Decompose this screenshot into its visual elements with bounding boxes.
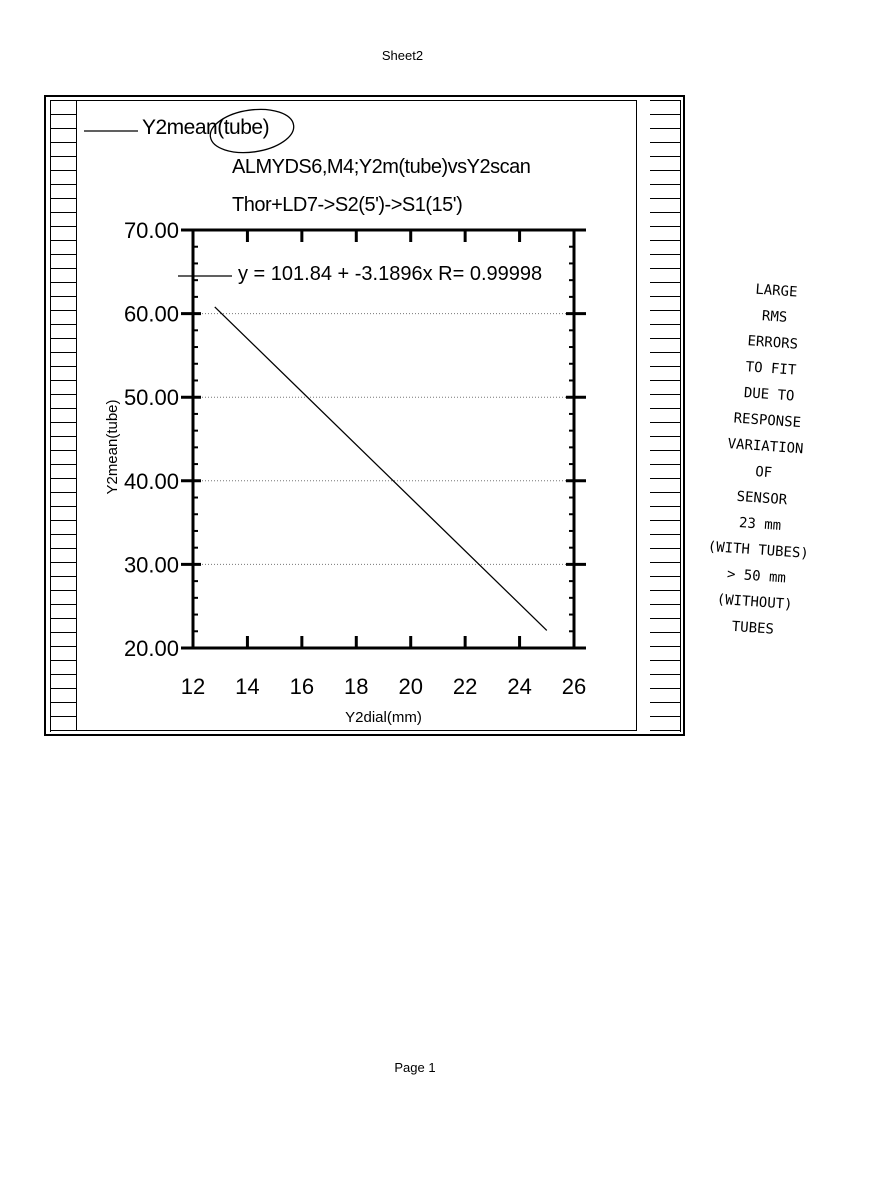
page-footer: Page 1 bbox=[394, 1060, 436, 1075]
chart-title-line-1: ALMYDS6,M4;Y2m(tube)vsY2scan bbox=[232, 156, 531, 178]
note-line: TO FIT bbox=[745, 359, 797, 379]
x-tick-label-2: 16 bbox=[289, 674, 315, 699]
sheet-title: Sheet2 bbox=[381, 48, 424, 63]
plot-border bbox=[193, 230, 574, 648]
y-tick-label-0: 20.00 bbox=[123, 636, 179, 661]
note-line: SENSOR bbox=[736, 488, 788, 509]
y-axis-label: Y2mean(tube) bbox=[104, 399, 121, 495]
x-tick-label-1: 14 bbox=[235, 674, 260, 699]
legend-label: Y2mean(tube) bbox=[142, 116, 270, 139]
note-line: ERRORS bbox=[746, 333, 799, 353]
x-tick-label-5: 22 bbox=[452, 674, 478, 699]
note-line: VARIATION bbox=[727, 436, 804, 458]
y-tick-label-4: 60.00 bbox=[123, 301, 179, 327]
y-tick-label-3: 50.00 bbox=[123, 385, 179, 411]
x-axis-label: Y2dial(mm) bbox=[345, 709, 422, 726]
note-line: DUE TO bbox=[743, 385, 795, 405]
note-line: OF bbox=[754, 464, 773, 482]
x-tick-label-6: 24 bbox=[507, 674, 532, 699]
note-line: > 50 mm bbox=[726, 566, 787, 587]
chart-title-line-2: Thor+LD7->S2(5')->S1(15') bbox=[232, 194, 463, 216]
handwritten-note bbox=[665, 272, 865, 647]
note-line: RMS bbox=[761, 308, 788, 326]
x-tick-label-0: 12 bbox=[180, 674, 206, 699]
note-line: LARGE bbox=[754, 281, 798, 301]
x-tick-label-3: 18 bbox=[344, 674, 369, 699]
x-tick-label-7: 26 bbox=[561, 674, 587, 699]
fit-equation-label: y = 101.84 + -3.1896x R= 0.99998 bbox=[238, 263, 543, 285]
y-tick-label-2: 40.00 bbox=[123, 468, 179, 494]
note-line: 23 mm bbox=[738, 515, 782, 534]
note-line: (WITH TUBES) bbox=[707, 538, 810, 562]
note-line: (WITHOUT) bbox=[716, 591, 794, 613]
y-tick-label-1: 30.00 bbox=[123, 552, 179, 578]
note-line: RESPONSE bbox=[733, 410, 802, 432]
x-tick-label-4: 20 bbox=[398, 674, 423, 699]
y-tick-label-5: 70.00 bbox=[123, 218, 179, 243]
series-line-0 bbox=[215, 307, 547, 631]
note-line: TUBES bbox=[731, 618, 775, 638]
